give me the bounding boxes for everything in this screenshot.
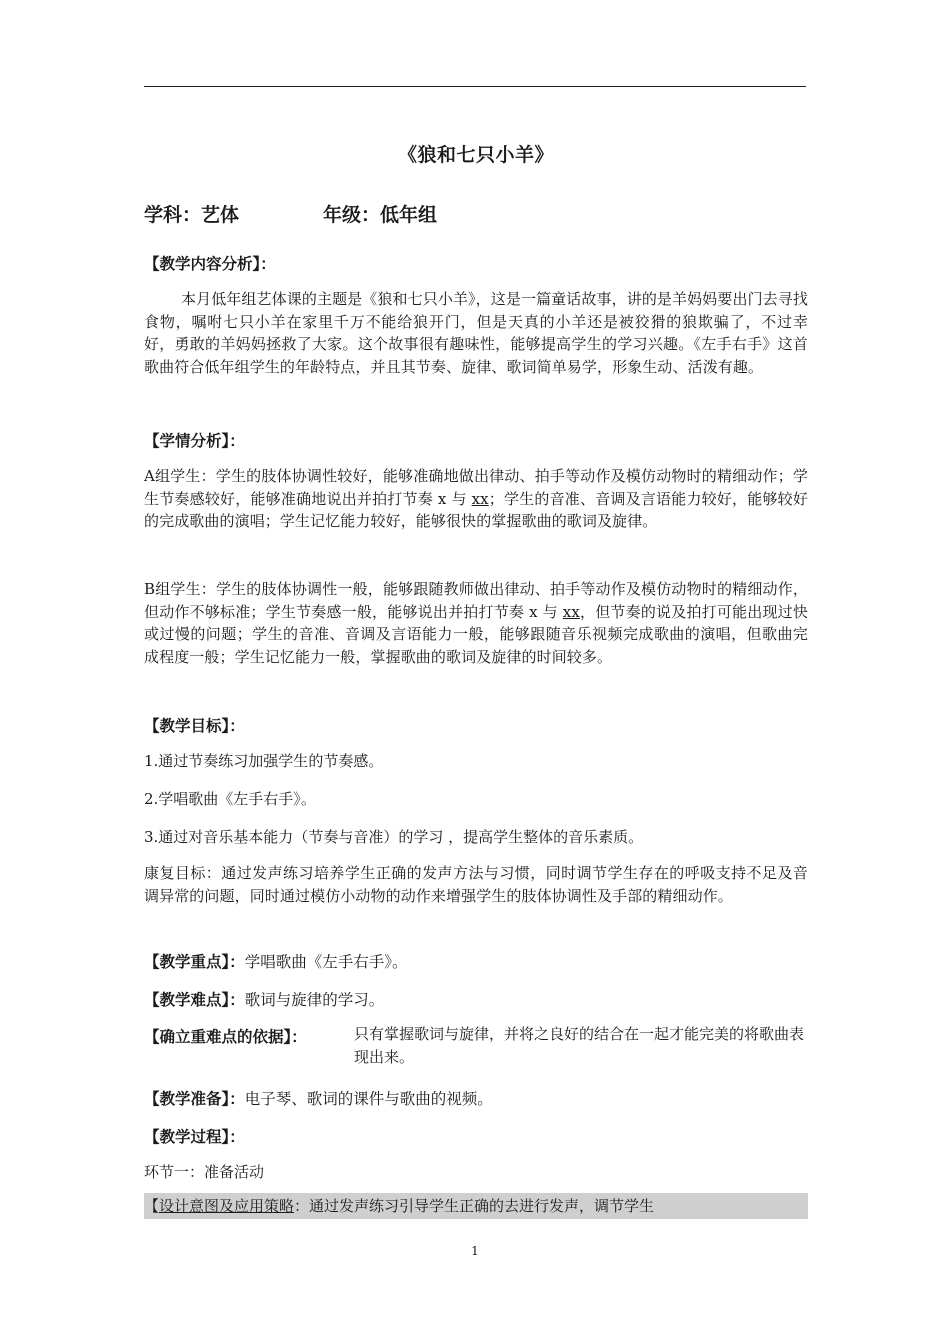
group-a-rhythm: xx: [471, 489, 489, 508]
grade-label: 年级：低年组: [323, 204, 438, 226]
group-b-rhythm: xx: [562, 602, 580, 621]
group-b-text-2: ，但节奏的说及拍打可能出现过快或过慢的问题；学生的音准、音调及言语能力一般，能够跟随音乐视频完成歌曲的演唱，但歌曲完成程度一般；学生记忆能力一般，掌握歌曲的歌词及旋律的时间较多。: [144, 602, 808, 667]
group-b-paragraph: [144, 578, 808, 669]
strategy-label: 设计意图及应用策略: [159, 1197, 295, 1215]
content-analysis-paragraph: 本月低年组艺体课的主题是《狼和七只小羊》，这是一篇童话故事，讲的是羊妈妈要出门去寻找食物，嘱咐七只小羊在家里千万不能给狼开门，但是天真的小羊还是被狡猾的狼欺骗了，不过幸好，勇敢的羊妈妈拯救了大家。这个故事很有趣味性，能够提高学生的学习兴趣。《左手右手》这首歌曲符合低年组学生的年龄特点，并且其节奏、旋律、歌词简单易学，形象生动、活泼有趣。: [144, 290, 808, 377]
group-b-text-1: B组学生：学生的肢体协调性一般，能够跟随教师做出律动、拍手等动作及模仿动物时的精细动作，但动作不够标准；学生节奏感一般，能够说出并拍打节奏 x 与: [144, 580, 808, 621]
basis-heading: 【确立重难点的依据】：: [144, 1028, 307, 1046]
difficulty-heading: 【教学难点】：: [144, 991, 245, 1009]
basis-text: 只有掌握歌词与旋律，并将之良好的结合在一起才能完美的将歌曲表现出来。: [354, 1025, 805, 1066]
document-title: 《狼和七只小羊》: [397, 144, 554, 166]
design-strategy-highlight: [144, 1193, 808, 1219]
strategy-bracket: 【: [144, 1197, 160, 1215]
key-point-text: 学唱歌曲《左手右手》。: [244, 953, 408, 971]
difficulty-line: [144, 988, 384, 1010]
difficulty-text: 歌词与旋律的学习。: [244, 991, 385, 1009]
objective-item-2: 2.学唱歌曲《左手右手》。: [144, 790, 316, 808]
group-a-text-1: A组学生：学生的肢体协调性较好，能够准确地做出律动、拍手等动作及模仿动物时的精细动作；学生节奏感较好，能够准确地说出并拍打节奏 x 与: [144, 467, 808, 508]
preparation-text: 电子琴、歌词的课件与歌曲的视频。: [244, 1090, 493, 1108]
process-heading: 【教学过程】：: [144, 1128, 245, 1146]
objective-item-3: 3.通过对音乐基本能力（节奏与音准）的学习 ，提高学生整体的音乐素质。: [144, 828, 644, 846]
group-a-text-2: ；学生的音准、音调及言语能力较好，能够较好的完成歌曲的演唱；学生记忆能力较好，能够很快的掌握歌曲的歌词及旋律。: [144, 489, 808, 531]
group-a-paragraph: [144, 465, 808, 533]
content-analysis-heading: 【教学内容分析】：: [144, 255, 276, 273]
header-rule: [144, 86, 806, 87]
subject-label: 学科：艺体: [144, 204, 240, 226]
learner-analysis-heading: 【学情分析】：: [144, 432, 245, 450]
process-step-1: 环节一：准备活动: [144, 1163, 265, 1181]
preparation-line: [144, 1087, 493, 1109]
preparation-heading: 【教学准备】：: [144, 1090, 245, 1108]
strategy-text: ：通过发声练习引导学生正确的去进行发声，调节学生: [294, 1197, 655, 1215]
objective-item-1: 1.通过节奏练习加强学生的节奏感。: [144, 752, 384, 770]
rehab-objective-paragraph: 康复目标：通过发声练习培养学生正确的发声方法与习惯，同时调节学生存在的呼吸支持不足及音调异常的问题，同时通过模仿小动物的动作来增强学生的肢体协调性及手部的精细动作。: [144, 864, 808, 905]
subject-grade-line: [144, 200, 437, 227]
key-point-line: [144, 950, 408, 972]
objectives-heading: 【教学目标】：: [144, 717, 245, 735]
page-number: 1: [471, 1244, 479, 1258]
key-point-heading: 【教学重点】：: [144, 953, 245, 971]
